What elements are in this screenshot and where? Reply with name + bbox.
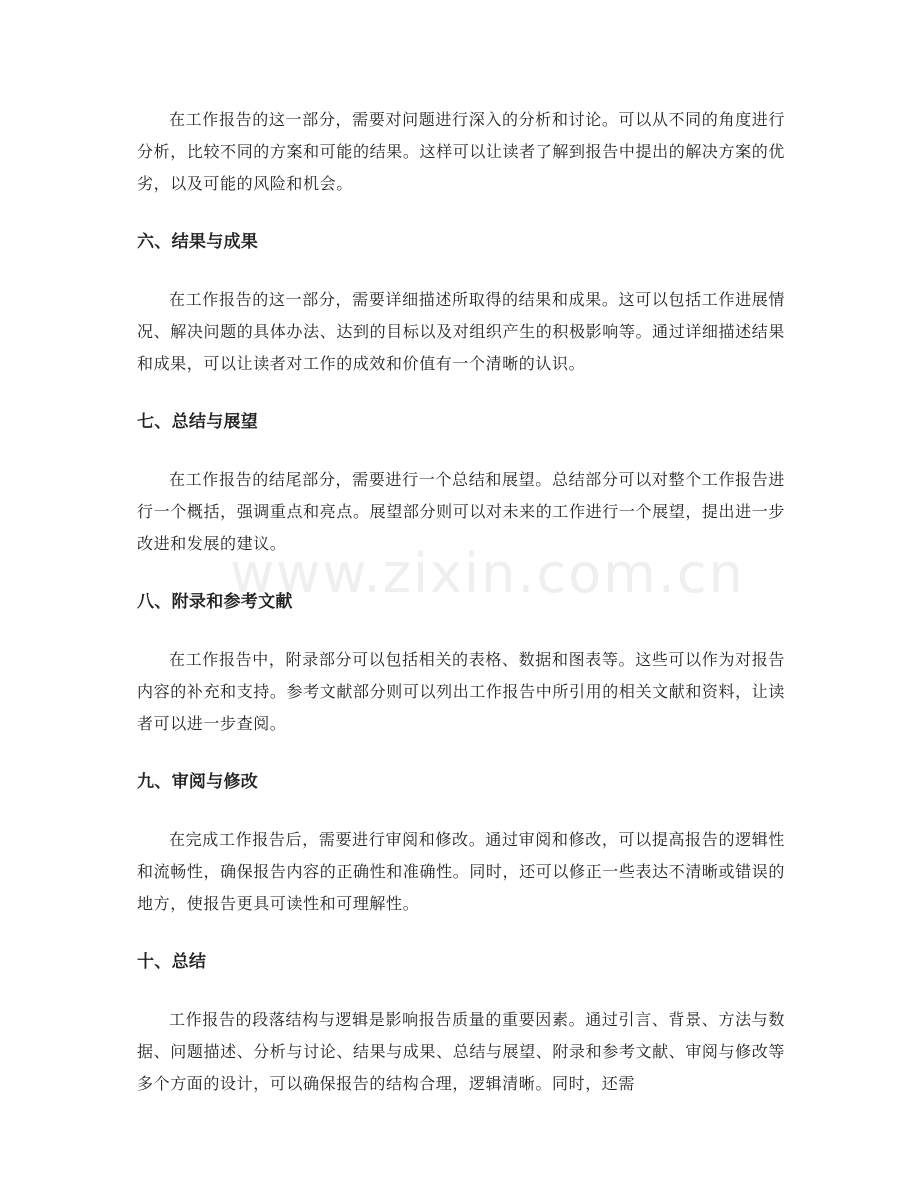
paragraph-analysis: 在工作报告的这一部分，需要对问题进行深入的分析和讨论。可以从不同的角度进行分析，比较不同的方案和可能的结果。这样可以让读者了解到报告中提出的解决方案的优劣，以及可能的风险和机会。 bbox=[137, 110, 785, 193]
section-heading-summary-outlook: 七、总结与展望 bbox=[137, 412, 259, 432]
section-heading-conclusion: 十、总结 bbox=[137, 952, 207, 972]
paragraph-summary-outlook: 在工作报告的结尾部分，需要进行一个总结和展望。总结部分可以对整个工作报告进行一个概括，强调重点和亮点。展望部分则可以对未来的工作进行一个展望，提出进一步改进和发展的建议。 bbox=[137, 470, 785, 553]
section-heading-appendix: 八、附录和参考文献 bbox=[137, 592, 293, 612]
document-body bbox=[137, 104, 785, 1100]
paragraph-review: 在完成工作报告后，需要进行审阅和修改。通过审阅和修改，可以提高报告的逻辑性和流畅性，确保报告内容的正确性和准确性。同时，还可以修正一些表达不清晰或错误的地方，使报告更具可读性和可理解性。 bbox=[137, 830, 785, 913]
paragraph-conclusion: 工作报告的段落结构与逻辑是影响报告质量的重要因素。通过引言、背景、方法与数据、问题描述、分析与讨论、结果与成果、总结与展望、附录和参考文献、审阅与修改等多个方面的设计，可以确保报告的结构合理，逻辑清晰。同时，还需 bbox=[137, 1010, 785, 1093]
section-heading-review: 九、审阅与修改 bbox=[137, 772, 259, 792]
paragraph-appendix: 在工作报告中，附录部分可以包括相关的表格、数据和图表等。这些可以作为对报告内容的补充和支持。参考文献部分则可以列出工作报告中所引用的相关文献和资料，让读者可以进一步查阅。 bbox=[137, 650, 785, 733]
watermark-text: www.zixin.com.cn bbox=[230, 542, 745, 605]
paragraph-results: 在工作报告的这一部分，需要详细描述所取得的结果和成果。这可以包括工作进展情况、解决问题的具体办法、达到的目标以及对组织产生的积极影响等。通过详细描述结果和成果，可以让读者对工作的成效和价值有一个清晰的认识。 bbox=[137, 290, 785, 373]
section-heading-results: 六、结果与成果 bbox=[137, 232, 259, 252]
